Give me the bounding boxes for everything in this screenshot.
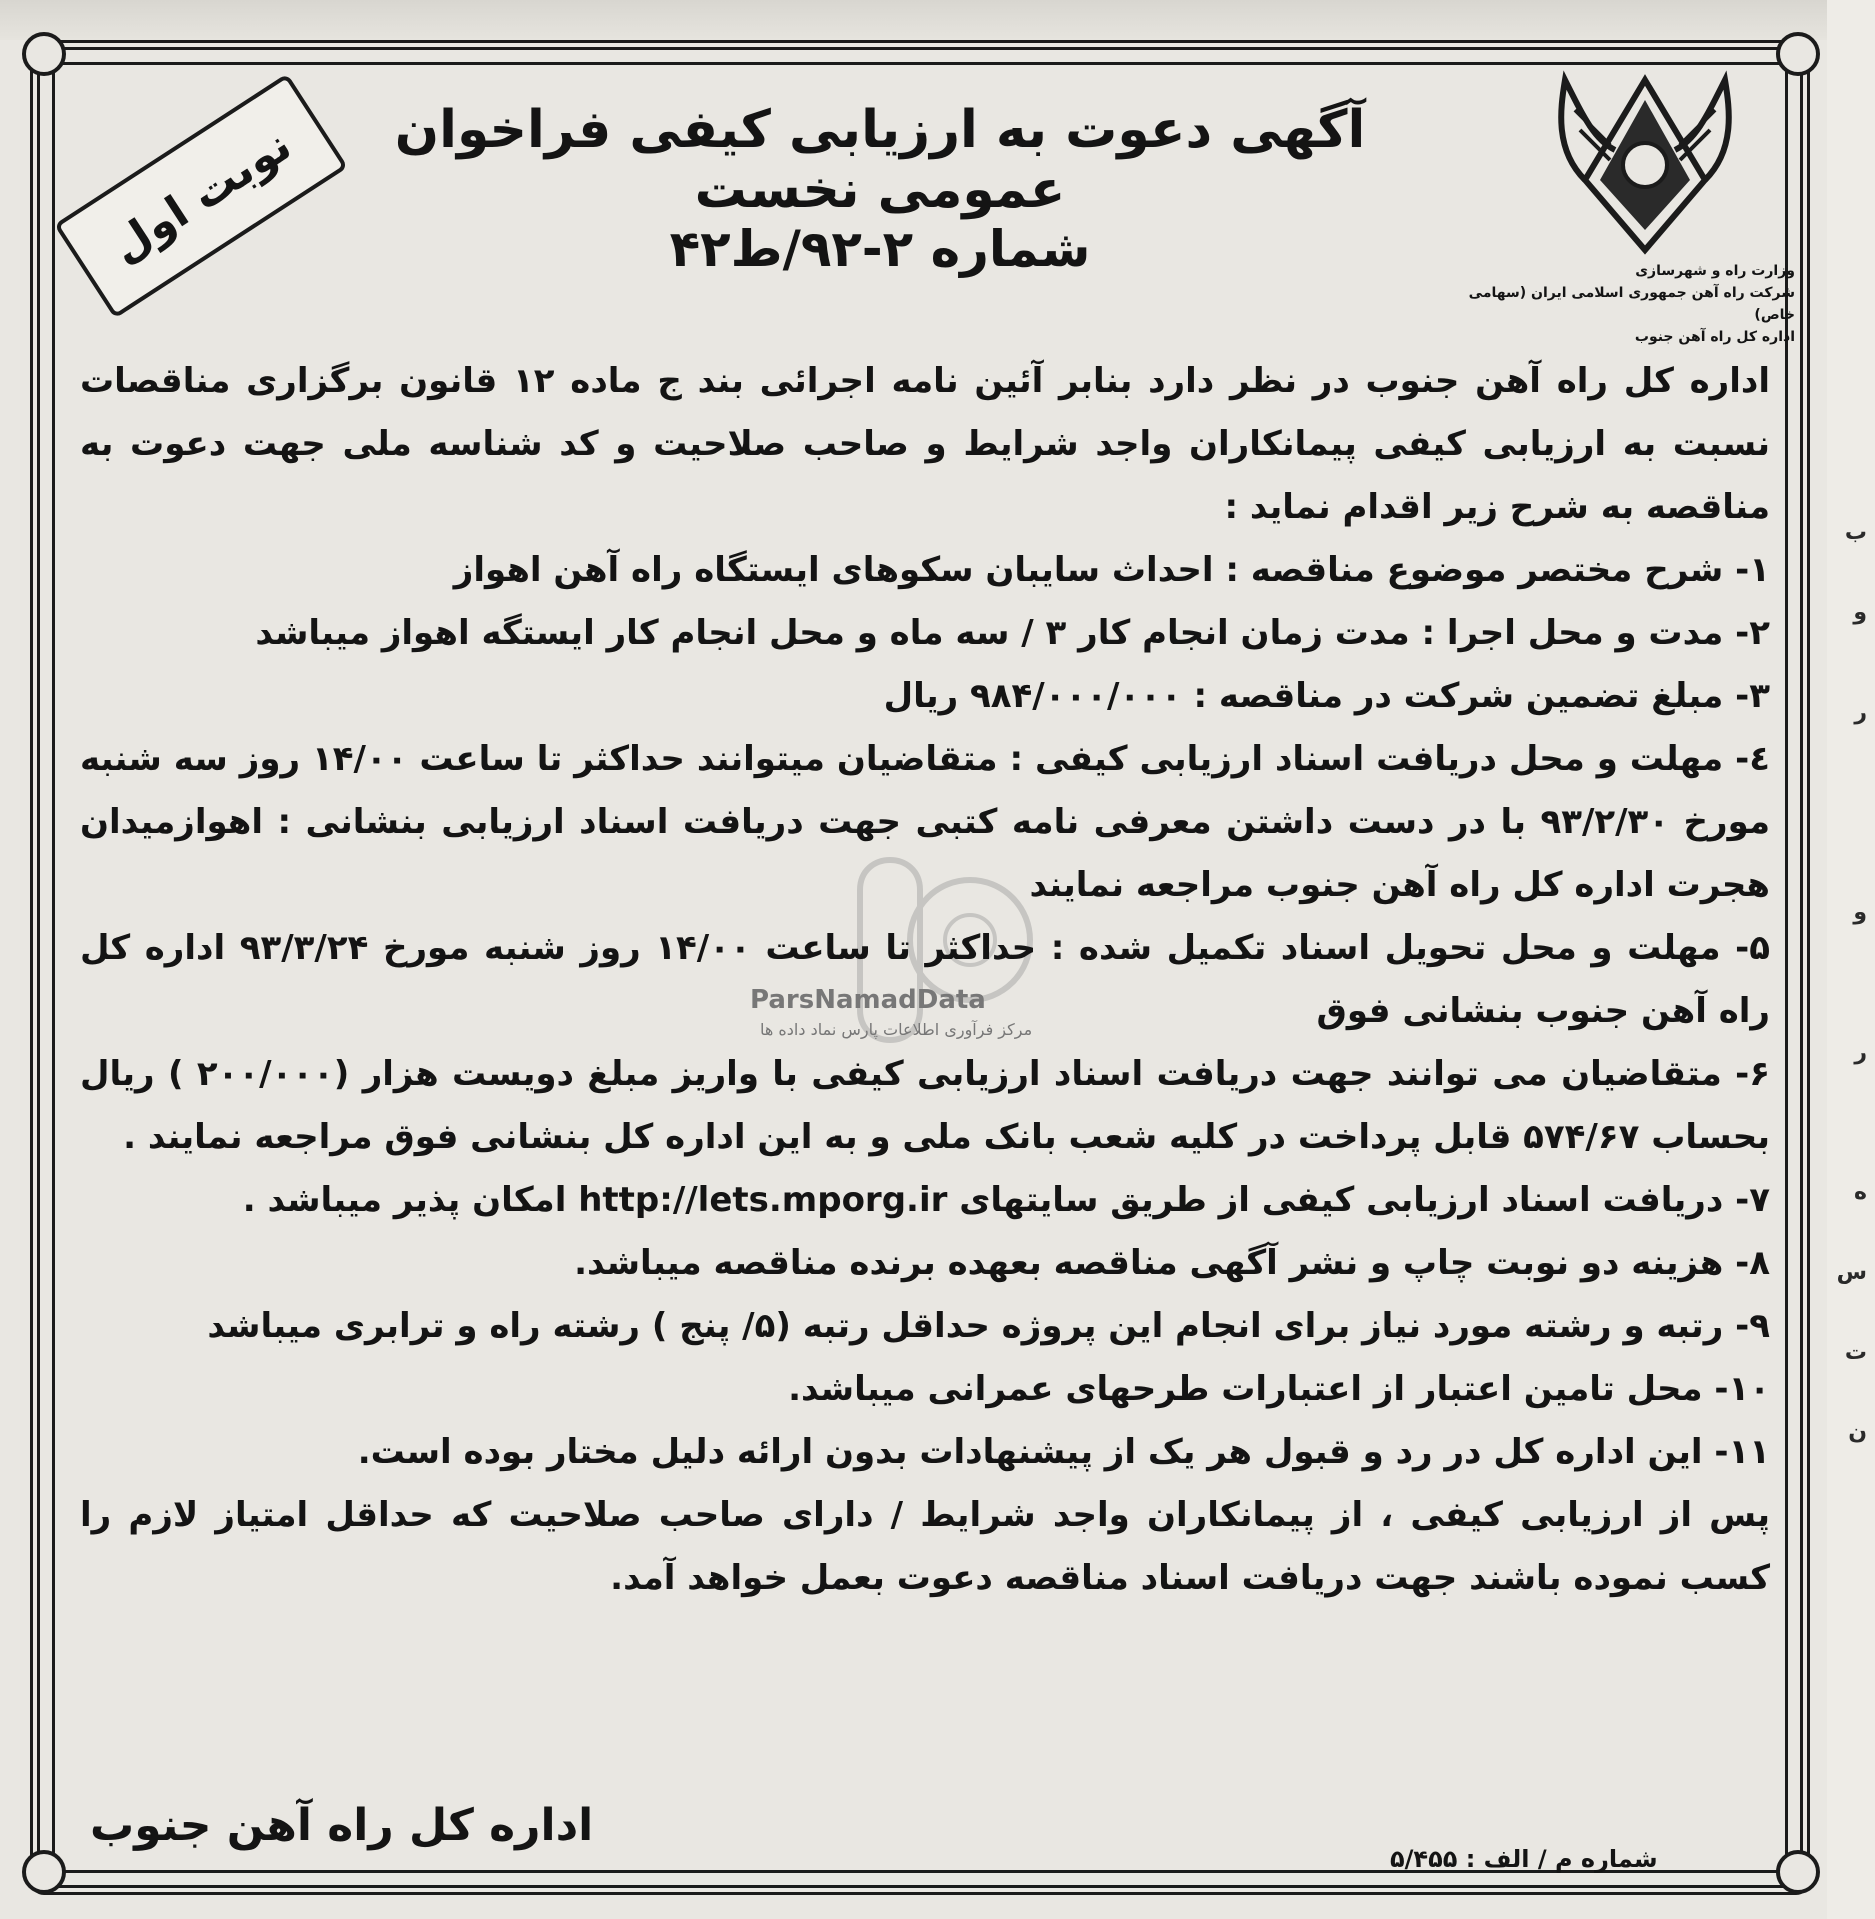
list-item: ۳- مبلغ تضمین شرکت در مناقصه : ۹۸۴/۰۰۰/۰۰۰ ریال	[883, 676, 1770, 716]
department-name: اداره کل راه آهن جنوب	[1634, 329, 1795, 345]
notice-body	[80, 350, 1770, 1610]
list-item: ۸- هزینه دو نوبت چاپ و نشر آگهی مناقصه بعهده برنده مناقصه میباشد.	[574, 1243, 1770, 1283]
list-item: ۲- مدت و محل اجرا : مدت زمان انجام کار ۳ / سه ماه و محل انجام کار ایستگه اهواز میباشد	[255, 613, 1770, 653]
list-item: ۹- رتبه و رشته مورد نیاز برای انجام این پروژه حداقل رتبه (۵/ پنج ) رشته راه و ترابری میباشد	[207, 1306, 1770, 1346]
notice-title: آگهی دعوت به ارزیابی کیفی فراخوان عمومی نخست	[394, 100, 1366, 220]
intro-paragraph: اداره کل راه آهن جنوب در نظر دارد بنابر آئین نامه اجرائی بند ج ماده ۱۲ قانون برگزاری مناقصات نسبت به ارزیابی کیفی پیمانکاران واجد شرایط و صاحب صلاحیت و کد شناسه ملی جهت دعوت به مناقصه به شرح زیر اقدام نماید :	[80, 361, 1770, 527]
reference-number: شماره م / الف : ۵/۴۵۵	[1390, 1845, 1658, 1873]
frame-corner-ornament	[1776, 32, 1820, 76]
watermark-tagline: مرکز فرآوری اطلاعات پارس نماد داده ها	[760, 1020, 1033, 1039]
frame-corner-ornament	[22, 1850, 66, 1894]
ministry-name: وزارت راه و شهرسازی	[1635, 263, 1795, 279]
watermark-brand: ParsNamadData	[750, 985, 986, 1015]
frame-corner-ornament	[22, 32, 66, 76]
list-item: ۵- مهلت و محل تحویل اسناد تکمیل شده : حداکثر تا ساعت ۱۴/۰۰ روز شنبه مورخ ۹۳/۳/۲۴ اداره کل راه آهن جنوب بنشانی فوق	[80, 928, 1770, 1031]
adjacent-column-bleed: ب و ر و ر ه س ت ن	[1827, 0, 1875, 1919]
organization-block	[1425, 260, 1795, 348]
company-name: شرکت راه آهن جمهوری اسلامی ایران (سهامی خاص)	[1468, 285, 1795, 323]
adjacent-page-bleed-top	[0, 0, 1875, 40]
list-item: ۷- دریافت اسناد ارزیابی کیفی از طریق سایتهای http://lets.mporg.ir امکان پذیر میباشد .	[242, 1180, 1770, 1220]
list-item: ٤- مهلت و محل دریافت اسناد ارزیابی کیفی : متقاضیان میتوانند حداکثر تا ساعت ۱۴/۰۰ روز سه شنبه مورخ ۹۳/۲/۳۰ با در دست داشتن معرفی نامه کتبی جهت دریافت اسناد ارزیابی بنشانی : اهوازمیدان هجرت اداره کل راه آهن جنوب مراجعه نمایند	[80, 739, 1770, 905]
stamp-text: نوبت اول	[101, 119, 301, 273]
frame-corner-ornament	[1776, 1850, 1820, 1894]
railway-winged-emblem-icon	[1555, 70, 1735, 260]
list-item: ۱۰- محل تامین اعتبار از اعتبارات طرحهای عمرانی میباشد.	[788, 1369, 1770, 1409]
closing-paragraph: پس از ارزیابی کیفی ، از پیمانکاران واجد شرایط / دارای صاحب صلاحیت که حداقل امتیاز لازم را کسب نموده باشند جهت دریافت اسناد مناقصه دعوت بعمل خواهد آمد.	[80, 1495, 1770, 1598]
notice-number: شماره ۲-۹۲/ط۴۲	[669, 220, 1091, 278]
list-item: ۱۱- این اداره کل در رد و قبول هر یک از پیشنهادات بدون ارائه دلیل مختار بوده است.	[357, 1432, 1770, 1472]
list-item: ۶- متقاضیان می توانند جهت دریافت اسناد ارزیابی کیفی با واریز مبلغ دویست هزار (۲۰۰/۰۰۰ ) ریال بحساب ۵۷۴/۶۷ قابل پرداخت در کلیه شعب بانک ملی و به این اداره کل بنشانی فوق مراجعه نمایند .	[80, 1054, 1770, 1157]
list-item: ۱- شرح مختصر موضوع مناقصه : احداث سایبان سکوهای ایستگاه راه آهن اهواز	[453, 550, 1770, 590]
signature: اداره کل راه آهن جنوب	[90, 1800, 594, 1851]
